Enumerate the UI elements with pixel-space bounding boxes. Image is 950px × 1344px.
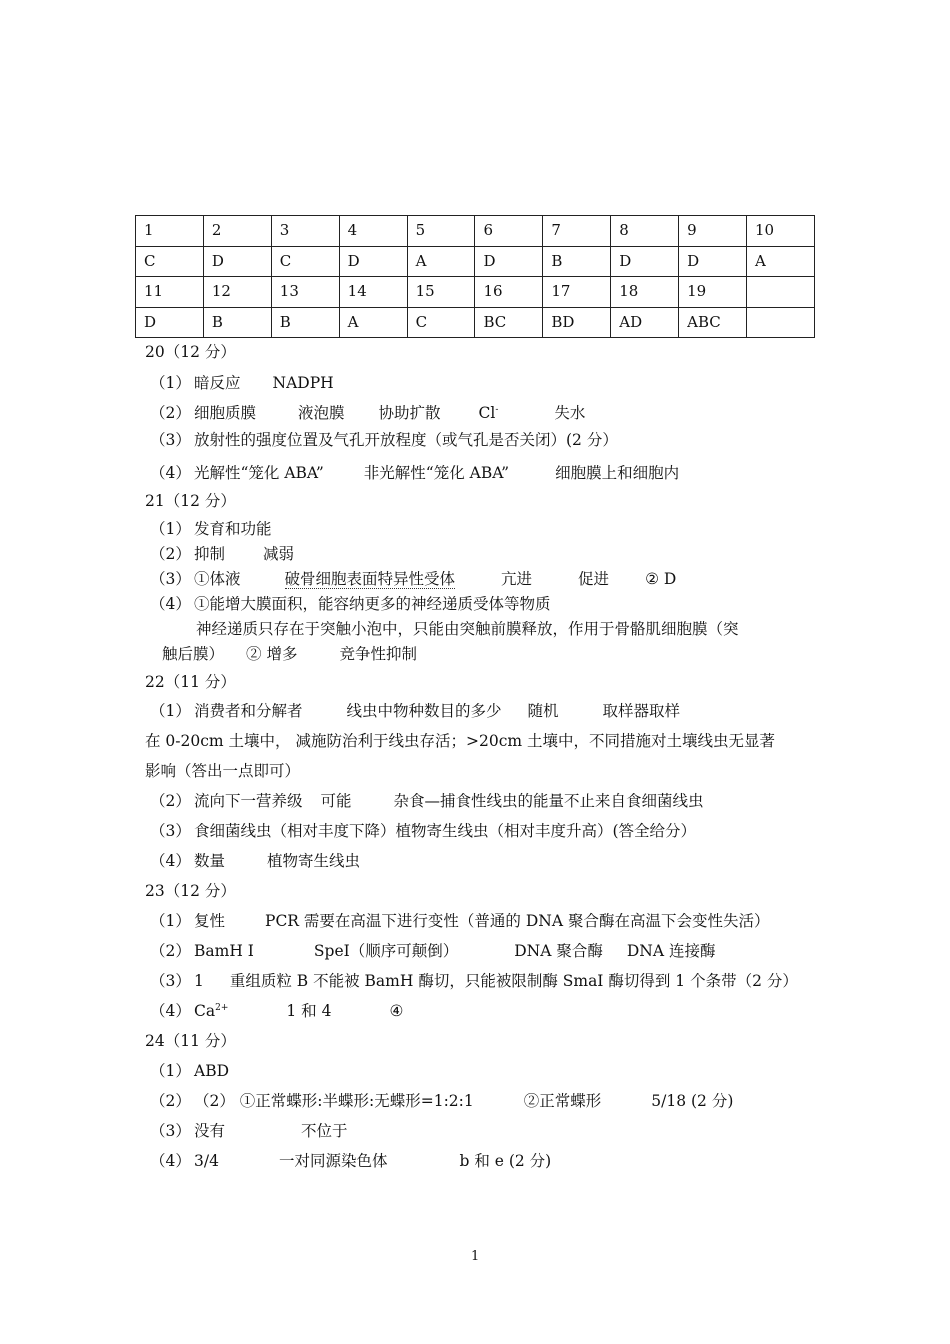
- q23-l2-c: DNA 聚合酶: [514, 942, 603, 960]
- q20-l4-b: 非光解性“笼化 ABA”: [363, 464, 510, 482]
- q22-l6-num: （4）: [150, 852, 191, 870]
- q21-l3-b: 破骨细胞表面特异性受体: [284, 570, 456, 588]
- q20-l3-a: 放射性的强度位置及气孔开放程度（或气孔是否关闭）(2 分）: [194, 431, 618, 449]
- q22-l5-num: （3）: [150, 822, 191, 840]
- q20-line2: [150, 404, 585, 423]
- q20-line1: [150, 374, 334, 393]
- q22-l6-a: 数量: [194, 852, 226, 870]
- answer-cell: 12: [203, 277, 271, 308]
- q23-line1: [150, 912, 769, 931]
- q20-l4-c: 细胞膜上和细胞内: [555, 464, 680, 482]
- q23-l4-a: Ca: [194, 1002, 216, 1020]
- q23-l3-b: 重组质粒 B 不能被 BamH 酶切，只能被限制酶 SmaI 酶切得到 1 个条带（2 分）: [229, 972, 798, 990]
- q22-l1-d: 取样器取样: [602, 702, 681, 720]
- answer-cell: D: [203, 246, 271, 277]
- q21-l2-b: 减弱: [263, 545, 295, 563]
- q23-l3-a: 1: [194, 972, 204, 990]
- answer-cell: 14: [339, 277, 407, 308]
- answer-cell: 6: [475, 216, 543, 247]
- q22-l4-c: 杂食—捕食性线虫的能量不止来自食细菌线虫: [393, 792, 704, 810]
- q21-l6-b: ② 增多: [246, 645, 298, 663]
- q24-l3-num: （3）: [150, 1122, 191, 1140]
- q23-l2-a: BamH I: [194, 942, 254, 960]
- q21-l6-a: 触后膜）: [162, 645, 225, 663]
- answer-cell: B: [543, 246, 611, 277]
- q21-line4: [150, 595, 551, 614]
- q20-l2-c: 协助扩散: [378, 404, 441, 422]
- q23-l4-c: ④: [389, 1002, 404, 1020]
- q20-l2-b: 液泡膜: [298, 404, 345, 422]
- answer-cell: 10: [747, 216, 815, 247]
- q21-l3-e: ② D: [645, 570, 677, 588]
- answer-cell: 18: [611, 277, 679, 308]
- answer-row: [136, 246, 815, 277]
- answer-cell: 15: [407, 277, 475, 308]
- q20-l2-d: Cl: [478, 404, 496, 422]
- q22-line5: [150, 822, 696, 841]
- q20-l2-num: （2）: [150, 404, 191, 422]
- answer-cell: ABC: [679, 307, 747, 338]
- q23-l4-num: （4）: [150, 1002, 191, 1020]
- answer-cell: 13: [271, 277, 339, 308]
- q21-l3-a: ①体液: [194, 570, 241, 588]
- answer-cell: 11: [136, 277, 204, 308]
- q20-l2-d-sup: -: [495, 404, 499, 415]
- q22-l1-num: （1）: [150, 702, 191, 720]
- q24-line3: [150, 1122, 348, 1141]
- q24-l2-b: ②正常蝶形: [523, 1092, 602, 1110]
- q21-l3-num: （3）: [150, 570, 191, 588]
- answer-row: [136, 216, 815, 247]
- q21-l2-a: 抑制: [194, 545, 226, 563]
- q20-title: 20（12 分）: [145, 343, 236, 361]
- q22-l6-b: 植物寄生线虫: [267, 852, 361, 870]
- q24-l4-a: 3/4: [194, 1152, 219, 1170]
- q24-line4: [150, 1152, 551, 1171]
- answer-cell: 16: [475, 277, 543, 308]
- answer-cell: 19: [679, 277, 747, 308]
- q22-l4-a: 流向下一营养级: [194, 792, 303, 810]
- answer-cell: D: [679, 246, 747, 277]
- q22-l1-c: 随机: [527, 702, 559, 720]
- q23-l2-d: DNA 连接酶: [626, 942, 716, 960]
- q22-title: 22（11 分）: [145, 673, 236, 691]
- answer-cell: D: [611, 246, 679, 277]
- q21-l3-c: 亢进: [501, 570, 533, 588]
- q24-l3-a: 没有: [194, 1122, 226, 1140]
- answer-row: [136, 277, 815, 308]
- q21-l2-num: （2）: [150, 545, 191, 563]
- q22-line1: [150, 702, 680, 721]
- answer-cell: 2: [203, 216, 271, 247]
- q23-line2: [150, 942, 716, 961]
- q20-l2-e: 失水: [554, 404, 586, 422]
- answer-cell: 1: [136, 216, 204, 247]
- answer-cell: A: [407, 246, 475, 277]
- q22-line2: 在 0-20cm 土壤中， 减施防治利于线虫存活；>20cm 土壤中，不同措施对土壤线虫无显著: [145, 732, 776, 750]
- answer-cell: AD: [611, 307, 679, 338]
- q21-line6: [162, 645, 417, 664]
- q21-l1-num: （1）: [150, 520, 191, 538]
- answer-cell: B: [203, 307, 271, 338]
- q20-l1-a: 暗反应: [194, 374, 241, 392]
- answer-cell: 8: [611, 216, 679, 247]
- answer-cell: D: [339, 246, 407, 277]
- q23-title: 23（12 分）: [145, 882, 236, 900]
- q22-line4: [150, 792, 704, 811]
- q23-l3-num: （3）: [150, 972, 191, 990]
- answer-cell: D: [475, 246, 543, 277]
- q21-line3: [150, 570, 676, 589]
- answer-cell: A: [747, 246, 815, 277]
- answer-cell: [747, 307, 815, 338]
- q22-line3: 影响（答出一点即可）: [145, 762, 301, 780]
- answer-cell: 9: [679, 216, 747, 247]
- answer-table: [135, 215, 815, 338]
- q24-title: 24（11 分）: [145, 1032, 236, 1050]
- answer-cell: C: [407, 307, 475, 338]
- q20-line3: [150, 431, 618, 450]
- answer-cell: B: [271, 307, 339, 338]
- q23-l2-b: SpeI（顺序可颠倒）: [313, 942, 459, 960]
- q23-line3: [150, 972, 798, 991]
- q23-l4-b: 1 和 4: [286, 1002, 332, 1020]
- answer-cell: 7: [543, 216, 611, 247]
- q23-l1-a: 复性: [194, 912, 226, 930]
- q24-l2-c: 5/18 (2 分): [651, 1092, 734, 1110]
- q20-l1-b: NADPH: [272, 374, 334, 392]
- q21-l4-a: ①能增大膜面积，能容纳更多的神经递质受体等物质: [194, 595, 551, 613]
- q21-line2: [150, 545, 294, 564]
- q21-l1-a: 发育和功能: [194, 520, 272, 538]
- q24-l1-num: （1）: [150, 1062, 191, 1080]
- q22-l4-num: （2）: [150, 792, 191, 810]
- q23-l4-a-sup: 2+: [215, 1002, 229, 1013]
- answer-cell: 5: [407, 216, 475, 247]
- q23-line4: [150, 1002, 403, 1021]
- q22-l4-b: 可能: [320, 792, 352, 810]
- q24-l1-a: ABD: [194, 1062, 230, 1080]
- q22-l5-a: 食细菌线虫（相对丰度下降）植物寄生线虫（相对丰度升高）(答全给分）: [194, 822, 697, 840]
- q21-l3-d: 促进: [578, 570, 610, 588]
- q24-line1: [150, 1062, 229, 1081]
- q21-l4-num: （4）: [150, 595, 191, 613]
- q24-l2-num: （2）: [150, 1092, 191, 1110]
- q22-l1-a: 消费者和分解者: [194, 702, 303, 720]
- answer-cell: BD: [543, 307, 611, 338]
- q20-l4-a: 光解性“笼化 ABA”: [194, 464, 324, 482]
- answer-cell: 3: [271, 216, 339, 247]
- q22-line6: [150, 852, 360, 871]
- answer-cell: 4: [339, 216, 407, 247]
- q23-l1-num: （1）: [150, 912, 191, 930]
- q24-l4-b: 一对同源染色体: [278, 1152, 388, 1170]
- answer-cell: D: [136, 307, 204, 338]
- q23-l2-num: （2）: [150, 942, 191, 960]
- page-number: 1: [471, 1249, 480, 1264]
- q24-line2: [150, 1092, 733, 1111]
- q21-line1: [150, 520, 272, 539]
- answer-cell: C: [136, 246, 204, 277]
- answer-cell: BC: [475, 307, 543, 338]
- answer-cell: 17: [543, 277, 611, 308]
- q20-l3-num: （3）: [150, 431, 191, 449]
- answer-row: [136, 307, 815, 338]
- q24-l3-b: 不位于: [301, 1122, 348, 1140]
- q23-l1-b: PCR 需要在高温下进行变性（普通的 DNA 聚合酶在高温下会变性失活）: [265, 912, 770, 930]
- answer-cell: C: [271, 246, 339, 277]
- q24-l4-num: （4）: [150, 1152, 191, 1170]
- q22-l1-b: 线虫中物种数目的多少: [346, 702, 502, 720]
- q20-line4: [150, 464, 679, 483]
- answer-cell: A: [339, 307, 407, 338]
- q21-line5: 神经递质只存在于突触小泡中，只能由突触前膜释放，作用于骨骼肌细胞膜（突: [196, 620, 739, 638]
- q24-l4-c: b 和 e (2 分): [459, 1152, 552, 1170]
- q20-l4-num: （4）: [150, 464, 191, 482]
- q20-l2-a: 细胞质膜: [194, 404, 257, 422]
- q20-l1-num: （1）: [150, 374, 191, 392]
- q21-title: 21（12 分）: [145, 492, 236, 510]
- q24-l2-a: （2） ①正常蝶形:半蝶形:无蝶形=1:2:1: [194, 1092, 474, 1110]
- q21-l6-c: 竞争性抑制: [339, 645, 417, 663]
- answer-cell: [747, 277, 815, 308]
